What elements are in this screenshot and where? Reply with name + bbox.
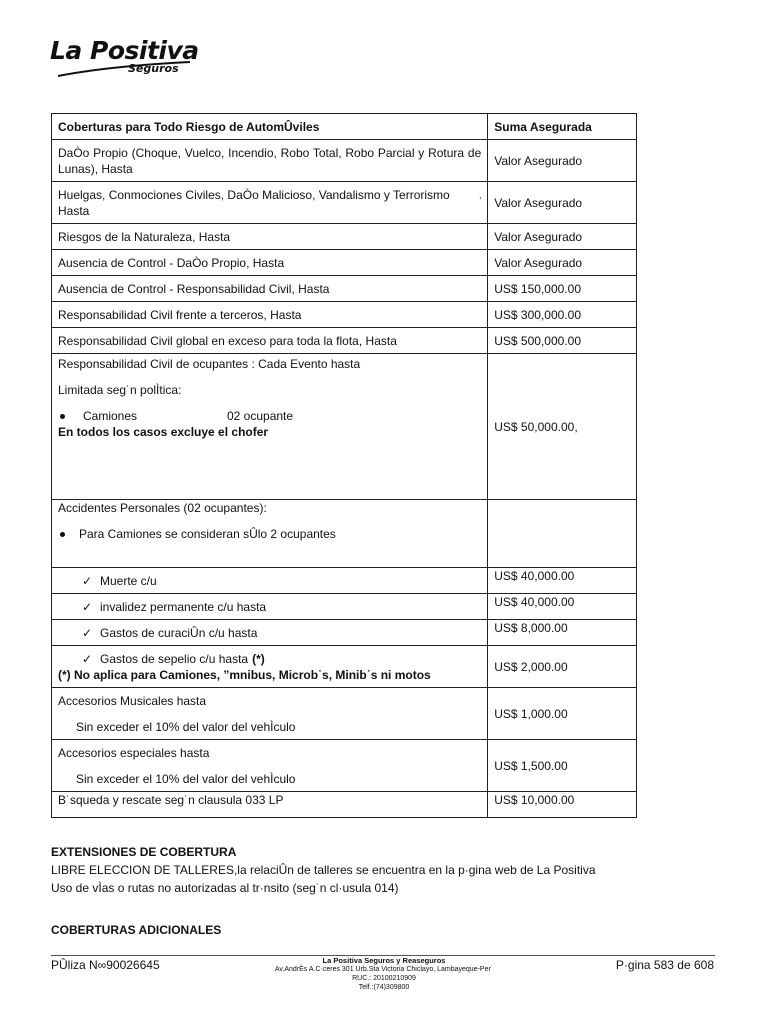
sepelio-value: US$ 2,000.00	[488, 646, 637, 688]
footer-page: P·gina 583 de 608	[615, 958, 714, 972]
checkmark-icon: ✓	[82, 651, 93, 666]
table-row	[52, 250, 637, 276]
accesorio-sub: Sin exceder el 10% del valor del vehÌculo	[76, 719, 296, 734]
row-label: Huelgas, Conmociones Civiles, DaÒo Malicioso, Vandalismo y Terrorismo	[58, 187, 450, 202]
table-row	[52, 224, 637, 250]
ocupantes-bullet-label: Camiones	[83, 409, 138, 423]
row-value: Valor Asegurado	[488, 224, 637, 250]
ocupantes-title: Responsabilidad Civil de ocupantes : Cada Evento hasta	[58, 357, 361, 371]
table-row	[52, 568, 637, 594]
table-row	[52, 740, 637, 792]
table-row	[52, 688, 637, 740]
table-row	[52, 594, 637, 620]
row-value: Valor Asegurado	[488, 182, 637, 224]
accidentes-item	[52, 620, 488, 646]
bullet-dot-icon	[60, 532, 65, 537]
ocupantes-limit: Limitada seg˙n polÌtica:	[58, 383, 182, 397]
logo-brand-text: La Positiva	[50, 36, 199, 65]
table-row	[52, 302, 637, 328]
row-mark: ‚	[479, 189, 482, 200]
accidentes-item	[52, 568, 488, 594]
row-label-cell	[52, 182, 488, 224]
extensiones-line-2: Uso de vÌas o rutas no autorizadas al tr·nsito (seg˙n cl·usula 014)	[51, 881, 399, 895]
ocupantes-value: US$ 50,000.00,	[488, 354, 637, 500]
row-value: US$ 300,000.00	[488, 302, 637, 328]
checkmark-icon: ✓	[82, 625, 93, 640]
footer-ruc: RUC.: 20100210909	[352, 975, 416, 982]
row-value: Valor Asegurado	[488, 250, 637, 276]
accidentes-bullet-text: Para Camiones se consideran sÛlo 2 ocupantes	[79, 527, 336, 541]
row-value: US$ 150,000.00	[488, 276, 637, 302]
table-row	[52, 792, 637, 818]
item-value: US$ 40,000.00	[488, 568, 637, 594]
sepelio-mark: (*)	[252, 651, 265, 666]
table-row	[52, 276, 637, 302]
sepelio-note: (*) No aplica para Camiones, ”mnibus, Microb˙s, Minib˙s ni motos	[58, 667, 431, 682]
ocupantes-cell	[52, 354, 488, 500]
footer-address: Av.AndrÈs A.C·ceres 301 Urb.Sta Victoria Chiclayo, Lambayeque-Per˙	[274, 966, 494, 973]
busqueda-value: US$ 10,000.00	[488, 792, 637, 818]
accidentes-cell	[52, 500, 488, 568]
bullet-dot-icon	[60, 414, 65, 419]
checkmark-icon: ✓	[82, 599, 93, 614]
accidentes-item	[52, 594, 488, 620]
row-label-continued: Hasta	[58, 203, 90, 218]
header-sum-insured: Suma Asegurada	[488, 114, 637, 140]
logo-sub-text: Seguros	[128, 62, 179, 75]
table-row	[52, 182, 637, 224]
accidentes-title: Accidentes Personales (02 ocupantes):	[58, 501, 267, 515]
accidentes-value-empty	[488, 500, 637, 568]
accesorio-cell	[52, 688, 488, 740]
coverage-table	[51, 113, 637, 818]
ocupantes-note: En todos los casos excluye el chofer	[58, 425, 269, 439]
header-coverage: Coberturas para Todo Riesgo de AutomÛviles	[52, 114, 488, 140]
accesorio-value: US$ 1,500.00	[488, 740, 637, 792]
busqueda-label: B˙squeda y rescate seg˙n clausula 033 LP	[52, 792, 488, 818]
row-value: Valor Asegurado	[488, 140, 637, 182]
table-row	[52, 620, 637, 646]
accesorio-label: Accesorios Musicales hasta	[58, 693, 207, 708]
sepelio-label: Gastos de sepelio c/u hasta	[100, 651, 249, 666]
row-label: Ausencia de Control - DaÒo Propio, Hasta	[52, 250, 488, 276]
row-label: Responsabilidad Civil global en exceso para toda la flota, Hasta	[52, 328, 488, 354]
table-row-sepelio	[52, 646, 637, 688]
accesorio-label: Accesorios especiales hasta	[58, 745, 210, 760]
row-label: Riesgos de la Naturaleza, Hasta	[52, 224, 488, 250]
item-value: US$ 8,000.00	[488, 620, 637, 646]
table-row	[52, 140, 637, 182]
table-row	[52, 328, 637, 354]
row-label: DaÒo Propio (Choque, Vuelco, Incendio, Robo Total, Robo Parcial y Rotura de Lunas), Hasta	[52, 140, 488, 182]
checkmark-icon: ✓	[82, 573, 93, 588]
footer-company-block	[254, 956, 514, 992]
logo-swoosh-icon	[50, 36, 200, 80]
sepelio-cell	[52, 646, 488, 688]
accesorio-cell	[52, 740, 488, 792]
item-value: US$ 40,000.00	[488, 594, 637, 620]
accesorio-sub: Sin exceder el 10% del valor del vehÌculo	[76, 771, 296, 786]
row-label: Ausencia de Control - Responsabilidad Civil, Hasta	[52, 276, 488, 302]
table-header-row	[52, 114, 637, 140]
ocupantes-bullet	[58, 408, 481, 424]
row-value: US$ 500,000.00	[488, 328, 637, 354]
footer-company: La Positiva Seguros y Reaseguros	[322, 956, 446, 965]
footer-tel: Telf.:(74)309800	[358, 984, 410, 991]
ocupantes-bullet-value: 02 ocupante	[227, 409, 294, 423]
accidentes-bullet	[58, 526, 481, 542]
extensiones-title: EXTENSIONES DE COBERTURA	[51, 845, 237, 859]
accesorio-value: US$ 1,000.00	[488, 688, 637, 740]
la-positiva-logo	[50, 36, 200, 80]
adicionales-title: COBERTURAS ADICIONALES	[51, 923, 222, 937]
item-label: Muerte c/u	[100, 573, 157, 588]
extensiones-line-1: LIBRE ELECCION DE TALLERES,la relaciÛn de talleres se encuentra en la p·gina web de La Positiva	[51, 863, 596, 877]
item-label: invalidez permanente c/u hasta	[100, 599, 267, 614]
item-label: Gastos de curaciÛn c/u hasta	[100, 625, 258, 640]
row-label: Responsabilidad Civil frente a terceros, Hasta	[52, 302, 488, 328]
footer-poliza: PÛliza N∞90026645	[51, 958, 160, 972]
table-row-accidentes	[52, 500, 637, 568]
table-row-ocupantes	[52, 354, 637, 500]
